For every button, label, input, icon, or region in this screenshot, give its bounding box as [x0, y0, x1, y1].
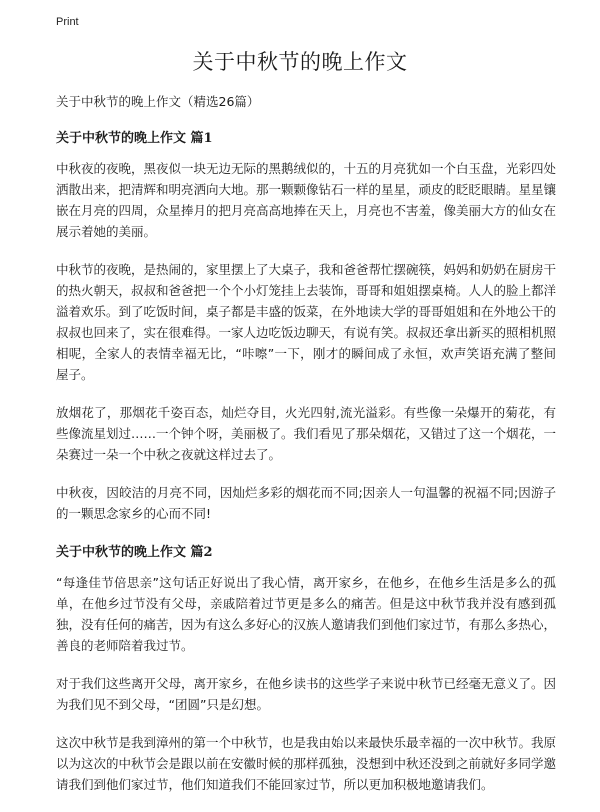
article-body	[56, 92, 556, 812]
paragraph: 放烟花了，那烟花千姿百态，灿烂夺目，火光四射,流光溢彩。有些像一朵爆开的菊花，有些像流星划过……一个钟个呀，美丽极了。我们看见了那朵烟花，又错过了这一个烟花，一朵赛过一朵一个中秋之夜就这样过去了。	[56, 405, 557, 462]
paragraph: 这次中秋节是我到漳州的第一个中秋节，也是我由始以来最快乐最幸福的一次中秋节。我原以为这次的中秋节会是跟以前在安徽时候的那样孤独，没想到中秋还没到之前就好多同学邀请我们到他们家过节，他们知道我们不能回家过节，所以更加积极地邀请我们。	[56, 735, 557, 792]
paragraph: 中秋夜的夜晚，黑夜似一块无边无际的黑鹅绒似的，十五的月亮犹如一个白玉盘，光彩四处洒散出来，把清辉和明亮洒向大地。那一颗颗像钻石一样的星星，顽皮的眨眨眼睛。星星镶嵌在月亮的四周，众星捧月的把月亮高高地捧在天上，月亮也不害羞，像美丽大方的仙女在展示着她的美丽。	[56, 161, 557, 239]
section-heading-1: 关于中秋节的晚上作文 篇1	[56, 131, 213, 146]
paragraph: “每逢佳节倍思亲”这句话正好说出了我心情，离开家乡，在他乡，在他乡生活是多么的孤单，在他乡过节没有父母，亲戚陪着过节更是多么的痛苦。但是这中秋节我并没有感到孤独，没有任何的痛苦，因为有这么多好心的汉族人邀请我们到他们家过节，有那么多热心，善良的老师陪着我过节。	[56, 575, 557, 653]
page-title: 关于中秋节的晚上作文	[192, 50, 408, 74]
print-link[interactable]: Print	[56, 16, 79, 28]
section-heading-2: 关于中秋节的晚上作文 篇2	[56, 545, 213, 560]
paragraph: 中秋节的夜晚，是热闹的，家里摆上了大桌子，我和爸爸帮忙摆碗筷，妈妈和奶奶在厨房干的热火朝天，叔叔和爸爸把一个个小灯笼挂上去装饰，哥哥和姐姐摆桌椅。人人的脸上都洋溢着欢乐。到了吃饭时间，桌子都是丰盛的饭菜，在外地读大学的哥哥姐姐和在外地公干的叔叔也回来了，实在很难得。一家人边吃饭边聊天，有说有笑。叔叔还拿出新买的照相机照相呢，全家人的表情幸福无比，“咔嚓”一下，刚才的瞬间成了永恒，欢声笑语充满了整间屋子。	[56, 262, 557, 382]
paragraph: 对于我们这些离开父母，离开家乡，在他乡读书的这些学子来说中秋节已经毫无意义了。因为我们见不到父母，“团圆”只是幻想。	[56, 676, 557, 712]
article-subtitle: 关于中秋节的晚上作文（精选26篇）	[56, 94, 260, 109]
paragraph: 中秋夜，因皎洁的月亮不同，因灿烂多彩的烟花而不同;因亲人一句温馨的祝福不同;因游子的一颗思念家乡的心而不同!	[56, 485, 556, 521]
